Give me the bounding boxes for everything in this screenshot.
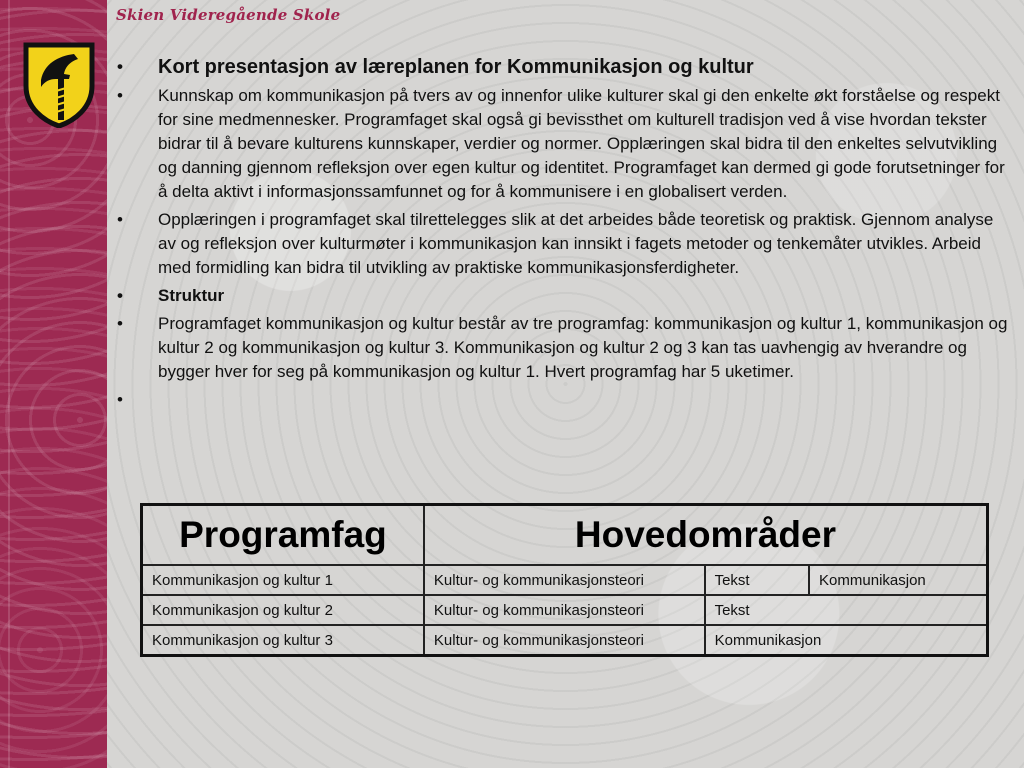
curriculum-table	[140, 503, 989, 657]
bullet-item-structure: • Struktur	[114, 284, 1014, 308]
table-header-row	[142, 505, 988, 566]
table-row	[142, 565, 988, 595]
sidebar	[0, 0, 107, 768]
school-name: Skien Videregående Skole	[116, 6, 341, 24]
bullet-item: • Kunnskap om kommunikasjon på tvers av og innenfor ulike kulturer skal gi den enkelte økt forståelse og respekt for sine medmennesker. Programfaget skal også gi bevissthet om kulturell tradisjon ved å vise hvordan tekster bidrar til å bevare kulturens kunnskaper, verdier og normer. Opplæringen skal bidra til den enkeltes selvutvikling og danning gjennom refleksjon over egen kultur og identitet. Programfaget kan dermed gi gode forutsetninger for å delta aktivt i informasjonssamfunnet og for å kommunisere i en globalisert verden.	[114, 84, 1014, 204]
table-cell: Tekst	[705, 595, 988, 625]
table-cell: Kommunikasjon og kultur 1	[142, 565, 424, 595]
table-cell: Tekst	[705, 565, 809, 595]
column-header-programfag: Programfag	[142, 505, 424, 566]
bullet-heading: • Kort presentasjon av læreplanen for Kommunikasjon og kultur	[114, 54, 1014, 80]
table-cell: Kommunikasjon og kultur 2	[142, 595, 424, 625]
table-cell: Kultur- og kommunikasjonsteori	[424, 625, 705, 656]
table-row	[142, 625, 988, 656]
bullet-item: • Programfaget kommunikasjon og kultur består av tre programfag: kommunikasjon og kultur 1, kommunikasjon og kultur 2 og kommunikasjon og kultur 3. Kommunikasjon og kultur 2 og 3 kan tas uavhengig av hverandre og bygger hver for seg på kommunikasjon og kultur 1. Hvert programfag har 5 uketimer.	[114, 312, 1014, 384]
table-cell: Kommunikasjon	[809, 565, 987, 595]
school-crest-icon	[22, 42, 96, 128]
bullet-item: • Opplæringen i programfaget skal tilrettelegges slik at det arbeides både teoretisk og praktisk. Gjennom analyse av og refleksjon over kulturmøter i kommunikasjon kan innsikt i fagets metoder og tenkemåter utvikles. Arbeid med formidling kan bidra til utvikling av praktiske kommunikasjonsferdigheter.	[114, 208, 1014, 280]
table-cell: Kultur- og kommunikasjonsteori	[424, 595, 705, 625]
sidebar-divider	[8, 0, 10, 768]
table-cell: Kommunikasjon og kultur 3	[142, 625, 424, 656]
table-cell: Kommunikasjon	[705, 625, 988, 656]
table-cell: Kultur- og kommunikasjonsteori	[424, 565, 705, 595]
column-header-hovedomrader: Hovedområder	[424, 505, 988, 566]
bullet-list	[114, 54, 1014, 384]
slide-content	[114, 54, 1014, 388]
table-row	[142, 595, 988, 625]
